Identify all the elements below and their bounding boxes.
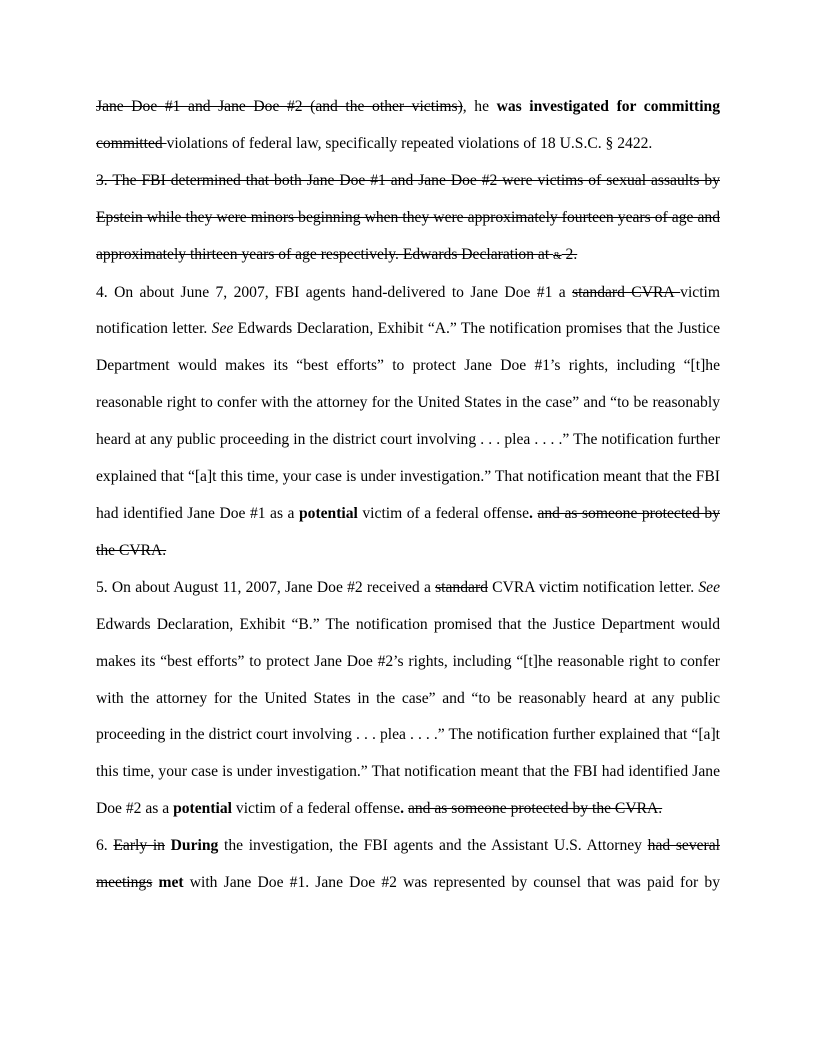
italic-text: See: [211, 320, 234, 338]
struck-text: had several meetings: [96, 837, 720, 892]
italic-text: See: [698, 578, 720, 596]
struck-symbol: &: [553, 249, 562, 262]
paragraph-5: [96, 570, 720, 828]
continued-paragraph: [96, 89, 720, 163]
text-run: victim notification letter.: [96, 283, 720, 338]
struck-text: 2.: [561, 245, 578, 263]
struck-text: Early in: [113, 837, 165, 855]
text-run: with Jane Doe #1. Jane Doe #2 was represented by counsel that was paid for by: [183, 874, 720, 892]
text-run: 4. On about June 7, 2007, FBI agents hand-delivered to Jane Doe #1 a: [96, 283, 573, 301]
struck-text: Jane Doe #1 and Jane Doe #2 (and the other victims): [96, 98, 463, 115]
text-run: Edwards Declaration, Exhibit “A.” The notification promises that the Justice Department would makes its “best efforts” to protect Jane Doe #1’s rights, including “[t]he reasonable right to confer with the attorney for the United States in the case” and “to be reasonably heard at any public proceeding in the district court involving . . . plea . . . .” The notification further explained that “[a]t this time, your case is under investigation.” That notification meant that the FBI had identified Jane Doe #1 as a: [96, 320, 720, 522]
text-run: victim of a federal offense: [357, 504, 530, 522]
struck-text: 3. The FBI determined that both Jane Doe #1 and Jane Doe #2 were victims of sexual assaults by Epstein while they were minors beginning when they were approximately fourteen years of age and approximately thirteen years of age respectively. Edwards Declaration at: [96, 171, 720, 263]
paragraph-3: [96, 163, 720, 275]
text-run: 6.: [96, 837, 114, 855]
text-run: the investigation, the FBI agents and the Assistant U.S. Attorney: [218, 837, 648, 855]
text-run: victim of a federal offense: [232, 800, 401, 818]
paragraph-6: [96, 828, 720, 902]
inserted-text: potential: [173, 800, 232, 818]
inserted-text: was investigated for committing: [496, 98, 720, 115]
struck-text: and as someone protected by the CVRA.: [96, 504, 720, 559]
struck-text: and as someone protected by the CVRA.: [407, 800, 663, 818]
inserted-text: During: [170, 837, 219, 855]
struck-text: standard: [435, 578, 488, 596]
text-run: 5. On about August 11, 2007, Jane Doe #2 received a: [96, 578, 436, 596]
inserted-text: .: [529, 504, 533, 522]
inserted-text: potential: [298, 504, 358, 522]
inserted-text: met: [158, 874, 184, 892]
inserted-text: .: [400, 800, 405, 818]
struck-text: standard CVRA: [572, 283, 681, 301]
paragraph-4: [96, 275, 720, 570]
text-run: , he: [462, 98, 497, 115]
text-run: CVRA victim notification letter.: [487, 578, 699, 596]
document-page: [96, 89, 720, 902]
struck-text: committed: [96, 134, 167, 152]
text-run: Edwards Declaration, Exhibit “B.” The notification promised that the Justice Department would makes its “best efforts” to protect Jane Doe #2’s rights, including “[t]he reasonable right to confer with the attorney for the United States in the case” and “to be reasonably heard at any public proceeding in the district court involving . . . plea . . . .” The notification further explained that “[a]t this time, your case is under investigation.” That notification meant that the FBI had identified Jane Doe #2 as a: [96, 615, 720, 818]
text-run: violations of federal law, specifically repeated violations of 18 U.S.C. § 2422.: [166, 134, 653, 152]
